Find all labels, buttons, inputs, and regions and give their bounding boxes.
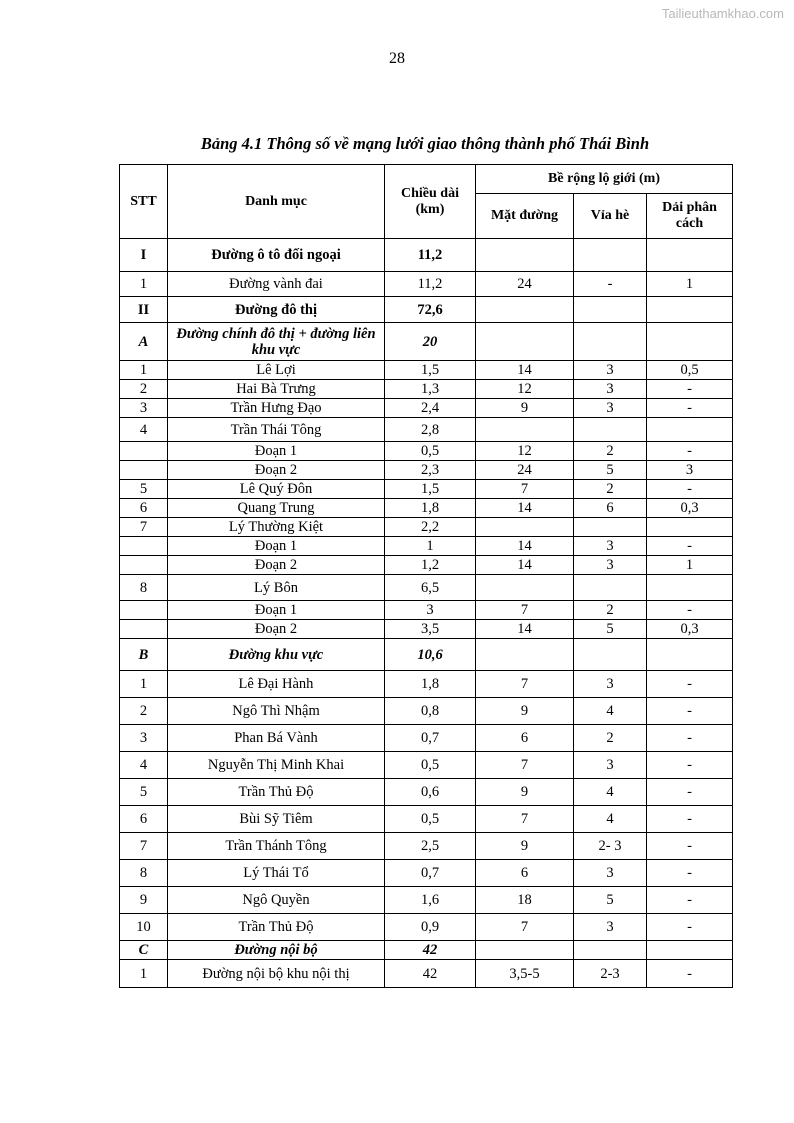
table-row <box>120 601 733 620</box>
cell-median: - <box>647 960 733 988</box>
cell-road: 9 <box>476 399 574 418</box>
cell-median: - <box>647 833 733 860</box>
cell-name: Trần Hưng Đạo <box>168 399 385 418</box>
cell-stt <box>120 601 168 620</box>
cell-median: - <box>647 752 733 779</box>
cell-length: 3,5 <box>385 620 476 639</box>
cell-stt: 3 <box>120 725 168 752</box>
page-number: 28 <box>389 50 405 67</box>
cell-stt: 1 <box>120 671 168 698</box>
cell-road: 7 <box>476 480 574 499</box>
table-row <box>120 556 733 575</box>
cell-name: Lý Bôn <box>168 575 385 601</box>
cell-median <box>647 323 733 361</box>
cell-name: Đoạn 1 <box>168 601 385 620</box>
cell-median: - <box>647 537 733 556</box>
cell-road: 7 <box>476 752 574 779</box>
cell-name: Nguyễn Thị Minh Khai <box>168 752 385 779</box>
cell-median: 3 <box>647 461 733 480</box>
cell-sidewalk <box>574 518 647 537</box>
cell-sidewalk: 5 <box>574 461 647 480</box>
cell-stt: 6 <box>120 806 168 833</box>
cell-sidewalk: 3 <box>574 537 647 556</box>
header-sidewalk: Vỉa hè <box>574 194 647 239</box>
cell-sidewalk: 2 <box>574 601 647 620</box>
cell-median: - <box>647 806 733 833</box>
cell-road <box>476 323 574 361</box>
cell-median: - <box>647 860 733 887</box>
table-row <box>120 887 733 914</box>
cell-name: Phan Bá Vành <box>168 725 385 752</box>
cell-name: Trần Thái Tông <box>168 418 385 442</box>
cell-road: 3,5-5 <box>476 960 574 988</box>
cell-road: 14 <box>476 556 574 575</box>
cell-length: 11,2 <box>385 239 476 272</box>
cell-length: 0,5 <box>385 806 476 833</box>
cell-name: Hai Bà Trưng <box>168 380 385 399</box>
cell-length: 20 <box>385 323 476 361</box>
cell-name: Đoạn 2 <box>168 556 385 575</box>
cell-stt: 5 <box>120 779 168 806</box>
cell-median: - <box>647 779 733 806</box>
cell-name: Đường nội bộ <box>168 941 385 960</box>
cell-road: 7 <box>476 601 574 620</box>
cell-length: 3 <box>385 601 476 620</box>
cell-stt: 4 <box>120 418 168 442</box>
table-row <box>120 725 733 752</box>
table-row <box>120 639 733 671</box>
table-body <box>120 239 733 988</box>
cell-sidewalk: 2 <box>574 480 647 499</box>
cell-stt: II <box>120 297 168 323</box>
cell-length: 1,5 <box>385 480 476 499</box>
cell-stt: 7 <box>120 833 168 860</box>
cell-stt: 9 <box>120 887 168 914</box>
cell-length: 6,5 <box>385 575 476 601</box>
table-row <box>120 239 733 272</box>
cell-sidewalk: 2-3 <box>574 960 647 988</box>
cell-stt: B <box>120 639 168 671</box>
table-row <box>120 575 733 601</box>
cell-stt <box>120 442 168 461</box>
cell-sidewalk: 4 <box>574 698 647 725</box>
cell-stt: 10 <box>120 914 168 941</box>
table-row <box>120 461 733 480</box>
cell-stt: I <box>120 239 168 272</box>
table-header <box>120 165 733 239</box>
cell-stt: 8 <box>120 575 168 601</box>
cell-length: 2,4 <box>385 399 476 418</box>
cell-road <box>476 575 574 601</box>
cell-length: 2,8 <box>385 418 476 442</box>
table-title: Bảng 4.1 Thông số về mạng lưới giao thông thành phố Thái Bình <box>200 134 650 153</box>
cell-length: 0,7 <box>385 860 476 887</box>
cell-sidewalk: 2- 3 <box>574 833 647 860</box>
cell-median: - <box>647 380 733 399</box>
cell-median: - <box>647 601 733 620</box>
cell-median <box>647 297 733 323</box>
table-row <box>120 833 733 860</box>
cell-name: Đường ô tô đối ngoại <box>168 239 385 272</box>
table-row <box>120 480 733 499</box>
cell-road: 7 <box>476 914 574 941</box>
cell-median <box>647 639 733 671</box>
cell-name: Đường chính đô thị + đường liên khu vực <box>168 323 385 361</box>
cell-road: 12 <box>476 380 574 399</box>
header-stt: STT <box>120 165 168 239</box>
cell-stt: 1 <box>120 960 168 988</box>
cell-name: Lê Quý Đôn <box>168 480 385 499</box>
cell-length: 42 <box>385 941 476 960</box>
table-row <box>120 323 733 361</box>
cell-name: Đoạn 2 <box>168 620 385 639</box>
cell-median: 1 <box>647 556 733 575</box>
table-row <box>120 442 733 461</box>
cell-road: 9 <box>476 698 574 725</box>
cell-length: 2,2 <box>385 518 476 537</box>
cell-stt: 2 <box>120 698 168 725</box>
cell-sidewalk <box>574 639 647 671</box>
cell-sidewalk: 3 <box>574 399 647 418</box>
cell-name: Đoạn 1 <box>168 537 385 556</box>
table-row <box>120 620 733 639</box>
cell-name: Quang Trung <box>168 499 385 518</box>
cell-sidewalk: 2 <box>574 442 647 461</box>
cell-median: 0,3 <box>647 620 733 639</box>
cell-name: Đoạn 2 <box>168 461 385 480</box>
cell-median: - <box>647 698 733 725</box>
cell-stt: 1 <box>120 361 168 380</box>
table-row <box>120 518 733 537</box>
cell-stt: 3 <box>120 399 168 418</box>
cell-stt <box>120 537 168 556</box>
cell-sidewalk: 4 <box>574 806 647 833</box>
table-row <box>120 779 733 806</box>
cell-length: 0,7 <box>385 725 476 752</box>
cell-road: 14 <box>476 537 574 556</box>
cell-length: 0,5 <box>385 752 476 779</box>
cell-stt: 8 <box>120 860 168 887</box>
cell-sidewalk: 3 <box>574 860 647 887</box>
cell-stt: 1 <box>120 272 168 297</box>
cell-length: 1,6 <box>385 887 476 914</box>
cell-stt: 6 <box>120 499 168 518</box>
cell-median: - <box>647 480 733 499</box>
cell-name: Đường nội bộ khu nội thị <box>168 960 385 988</box>
cell-sidewalk: 6 <box>574 499 647 518</box>
table-row <box>120 941 733 960</box>
cell-name: Trần Thánh Tông <box>168 833 385 860</box>
cell-name: Lê Đại Hành <box>168 671 385 698</box>
cell-length: 42 <box>385 960 476 988</box>
cell-name: Đoạn 1 <box>168 442 385 461</box>
cell-sidewalk: 3 <box>574 752 647 779</box>
cell-length: 0,8 <box>385 698 476 725</box>
cell-sidewalk <box>574 941 647 960</box>
cell-stt: 4 <box>120 752 168 779</box>
table-row <box>120 860 733 887</box>
cell-name: Lý Thái Tổ <box>168 860 385 887</box>
cell-median: - <box>647 399 733 418</box>
cell-median: 0,3 <box>647 499 733 518</box>
cell-length: 0,5 <box>385 442 476 461</box>
cell-sidewalk <box>574 323 647 361</box>
cell-road: 7 <box>476 806 574 833</box>
header-median: Dải phân cách <box>647 194 733 239</box>
cell-median: 0,5 <box>647 361 733 380</box>
cell-length: 2,3 <box>385 461 476 480</box>
cell-road: 12 <box>476 442 574 461</box>
cell-sidewalk <box>574 239 647 272</box>
cell-road <box>476 941 574 960</box>
cell-length: 10,6 <box>385 639 476 671</box>
cell-name: Đường khu vực <box>168 639 385 671</box>
cell-median: - <box>647 887 733 914</box>
cell-name: Lê Lợi <box>168 361 385 380</box>
cell-median <box>647 518 733 537</box>
cell-name: Trần Thủ Độ <box>168 779 385 806</box>
cell-road: 24 <box>476 461 574 480</box>
cell-median: - <box>647 725 733 752</box>
cell-length: 1,2 <box>385 556 476 575</box>
cell-sidewalk: 4 <box>574 779 647 806</box>
cell-name: Đường đô thị <box>168 297 385 323</box>
cell-length: 1,8 <box>385 499 476 518</box>
cell-road <box>476 297 574 323</box>
cell-length: 2,5 <box>385 833 476 860</box>
table-row <box>120 752 733 779</box>
cell-median: - <box>647 914 733 941</box>
header-name: Danh mục <box>168 165 385 239</box>
cell-road <box>476 239 574 272</box>
cell-stt <box>120 556 168 575</box>
cell-sidewalk: 3 <box>574 361 647 380</box>
cell-stt <box>120 461 168 480</box>
cell-sidewalk: 3 <box>574 556 647 575</box>
cell-length: 1,3 <box>385 380 476 399</box>
cell-median: - <box>647 442 733 461</box>
cell-sidewalk: 3 <box>574 671 647 698</box>
table-row <box>120 399 733 418</box>
cell-road: 6 <box>476 860 574 887</box>
table-row <box>120 361 733 380</box>
cell-stt <box>120 620 168 639</box>
cell-road: 18 <box>476 887 574 914</box>
cell-sidewalk: 5 <box>574 887 647 914</box>
cell-median <box>647 418 733 442</box>
cell-road: 9 <box>476 833 574 860</box>
cell-road: 14 <box>476 620 574 639</box>
cell-length: 0,9 <box>385 914 476 941</box>
cell-road: 24 <box>476 272 574 297</box>
cell-sidewalk: 3 <box>574 380 647 399</box>
road-network-table <box>119 164 733 988</box>
cell-stt: C <box>120 941 168 960</box>
cell-median <box>647 239 733 272</box>
cell-length: 1 <box>385 537 476 556</box>
table-row <box>120 698 733 725</box>
cell-stt: 7 <box>120 518 168 537</box>
cell-sidewalk <box>574 418 647 442</box>
cell-median <box>647 941 733 960</box>
cell-length: 1,8 <box>385 671 476 698</box>
table-row <box>120 418 733 442</box>
table-row <box>120 537 733 556</box>
table-row <box>120 914 733 941</box>
cell-stt: 5 <box>120 480 168 499</box>
cell-stt: 2 <box>120 380 168 399</box>
table-row <box>120 960 733 988</box>
cell-sidewalk: 3 <box>574 914 647 941</box>
cell-name: Ngô Thì Nhậm <box>168 698 385 725</box>
cell-median: 1 <box>647 272 733 297</box>
cell-road <box>476 639 574 671</box>
header-width-group: Bề rộng lộ giới (m) <box>476 165 733 194</box>
cell-sidewalk: - <box>574 272 647 297</box>
cell-road: 7 <box>476 671 574 698</box>
cell-name: Trần Thủ Độ <box>168 914 385 941</box>
cell-name: Bùi Sỹ Tiêm <box>168 806 385 833</box>
header-length: Chiều dài (km) <box>385 165 476 239</box>
cell-road <box>476 418 574 442</box>
watermark-text: Tailieuthamkhao.com <box>661 6 784 21</box>
table-row <box>120 806 733 833</box>
cell-sidewalk <box>574 575 647 601</box>
cell-stt: A <box>120 323 168 361</box>
cell-name: Đường vành đai <box>168 272 385 297</box>
cell-length: 72,6 <box>385 297 476 323</box>
header-road: Mặt đường <box>476 194 574 239</box>
table-row <box>120 297 733 323</box>
cell-road: 14 <box>476 361 574 380</box>
cell-median: - <box>647 671 733 698</box>
cell-sidewalk: 2 <box>574 725 647 752</box>
cell-road: 6 <box>476 725 574 752</box>
cell-name: Ngô Quyền <box>168 887 385 914</box>
table-row <box>120 380 733 399</box>
cell-length: 1,5 <box>385 361 476 380</box>
cell-length: 0,6 <box>385 779 476 806</box>
table-row <box>120 499 733 518</box>
cell-median <box>647 575 733 601</box>
table-row <box>120 671 733 698</box>
cell-road: 14 <box>476 499 574 518</box>
cell-name: Lý Thường Kiệt <box>168 518 385 537</box>
cell-sidewalk: 5 <box>574 620 647 639</box>
table-row <box>120 272 733 297</box>
cell-sidewalk <box>574 297 647 323</box>
cell-length: 11,2 <box>385 272 476 297</box>
cell-road: 9 <box>476 779 574 806</box>
cell-road <box>476 518 574 537</box>
